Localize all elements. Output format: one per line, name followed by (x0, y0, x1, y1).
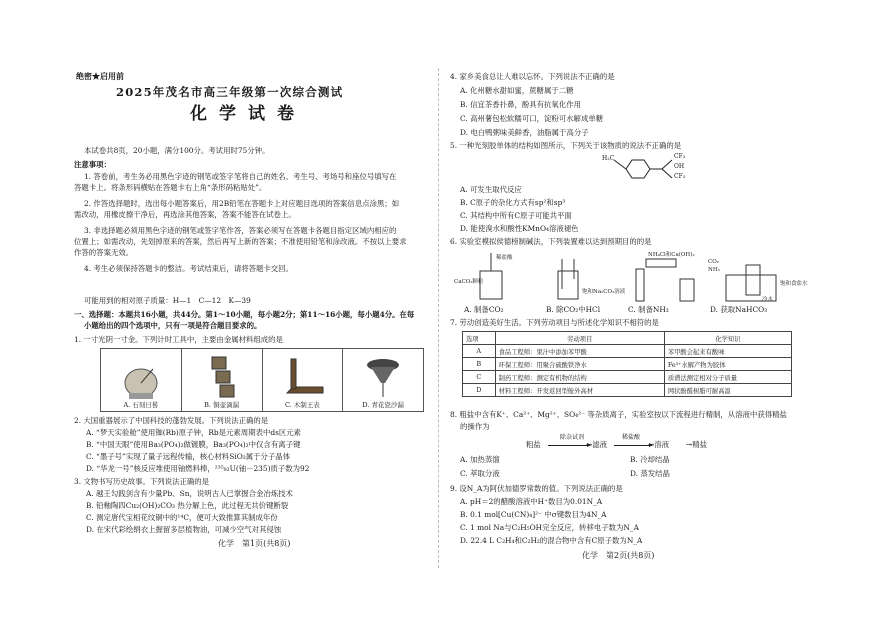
apparatus-label: 饱和Na₂CO₃溶液 (582, 289, 626, 295)
section-heading: 一、选择题：本题共16小题，共44分。第1～10小题，每小题2分；第11～16小题，每小题4分。在每 (74, 310, 415, 319)
q1-images (100, 348, 424, 412)
q2-option: C. “墨子号”实现了量子远程传输，核心材料SiO₂属于分子晶体 (86, 452, 291, 461)
q5-option: C. 其结构中所有C原子可能共平面 (460, 211, 572, 220)
table-cell: Fe³⁺水解产物为胶体 (664, 358, 791, 371)
apparatus-label: 稀盐酸 (496, 255, 513, 261)
q1-option-d: D. 青花瓷沙漏 (362, 401, 404, 409)
q4-stem: 4. 家乡美食总让人难以忘怀。下列说法不正确的是 (450, 72, 615, 81)
apparatus-label: NH₃ (708, 267, 720, 273)
q7-table (462, 331, 792, 397)
q2-option: B. “中国天眼”使用Ba₃(PO₄)₂做镀膜，Ba₃(PO₄)₂中仅含有离子键 (86, 440, 301, 449)
sundial-image (101, 349, 182, 411)
q8-stem: 8. 粗盐中含有K⁺、Ca²⁺、Mg²⁺、SO₄²⁻ 等杂质离子，实验室按以下流程进行精制，从溶液中获得精盐 (450, 410, 787, 419)
exam-title: 2025年茂名市高三年级第一次综合测试 (116, 85, 344, 99)
q3-option: C. 测定唐代宝相花纹铜中的¹⁴C，便可大致推算其制成年份 (86, 513, 278, 522)
flow-reagent: 稀盐酸 (622, 434, 641, 441)
atomic-masses: 可能用到的相对原子质量：H—1 C—12 K—39 (84, 296, 251, 305)
apparatus-label: NH₄Cl和Ca(OH)₂ (648, 252, 695, 258)
q1-option-a: A. 石刻日晷 (123, 401, 159, 409)
table-header-cell: 选项 (463, 332, 496, 345)
porcelain-hourglass-image (343, 349, 423, 411)
q8-option-b: B. 冷却结晶 (630, 455, 670, 464)
q6-option-a: A. 制备CO₂ (464, 305, 504, 314)
table-row (463, 358, 792, 371)
q9-option: B. 0.1 mol[Cu(CN)₄]²⁻ 中σ键数目为4N_A (460, 510, 607, 519)
q4-option: D. 电白鸭粥味美鲜香，油脂属于高分子 (460, 128, 589, 137)
q4-option: C. 高州薯包松软糯可口，淀粉可水解成单糖 (460, 114, 604, 123)
intro-text: 本试卷共8页，20小题，满分100分。考试用时75分钟。 (84, 146, 270, 155)
table-cell: 材料工程师：开发返回型舱外高材 (495, 384, 664, 397)
note-line: 需改动，用橡皮擦干净后，再选涂其他答案，答案不能答在试卷上。 (74, 210, 296, 219)
q5-option: B. C原子的杂化方式有sp²和sp³ (460, 198, 566, 207)
q9-option: D. 22.4 L C₂H₄和C₂H₂的混合物中含有C原子数为N_A (460, 536, 643, 545)
q6-option-c: C. 制备NH₃ (628, 305, 669, 314)
apparatus-label: 冷水 (762, 297, 774, 303)
note-line: 答题卡上。将条形码横贴在答题卡右上角“条形码粘贴处”。 (74, 183, 267, 192)
notes-heading: 注意事项： (74, 160, 111, 169)
q6-stem: 6. 实验室模拟侯德榜制碱法，下列装置难以达到预期目的的是 (450, 237, 652, 246)
flow-step: 粗盐 (526, 440, 541, 449)
table-cell: 制药工程师：测定有机物的结构 (495, 371, 664, 384)
q4-option: B. 信宜茶香扑鼻，酚具有抗氧化作用 (460, 100, 581, 109)
note-line: 3. 非选择题必须用黑色字迹的钢笔或签字笔作答，答案必须写在答题卡各题目指定区域内相应的 (84, 226, 397, 235)
wooden-gnomon-image (263, 349, 344, 411)
q3-option: B. 铅釉陶四Cu₂(OH)₂CO₃ 热分解上色，此过程无共价键断裂 (86, 501, 289, 510)
table-cell: 网状酚醛树脂可耐高温 (664, 384, 791, 397)
table-cell: 苯甲酸会起来有酸味 (664, 345, 791, 358)
note-line: 2. 作答选择题时，选出每小题答案后，用2B铅笔在答题卡上对应题目选项的答案信息点涂黑；如 (84, 199, 400, 208)
note-line: 4. 考生必须保持答题卡的整洁。考试结束后，请将答题卡交回。 (84, 264, 293, 273)
table-header-row (463, 332, 792, 345)
q9-option: A. pH＝2的醋酸溶液中H⁺数目为0.01N_A (460, 497, 603, 506)
table-cell: A (463, 345, 496, 358)
table-header-cell: 化学知识 (664, 332, 791, 345)
q4-option: A. 化州糖水甜如蜜，蔗糖属于二糖 (460, 86, 574, 95)
q6-option-b: B. 除CO₂中HCl (546, 305, 601, 314)
table-cell: D (463, 384, 496, 397)
q1-stem: 1. 一寸光阴一寸金。下列计时工具中，主要由金属材料组成的是 (74, 335, 283, 344)
q3-option: D. 在宋代彩绘绢衣上握留多层植物油，可减少空气对其侵蚀 (86, 525, 282, 534)
subject-title: 化学试卷 (190, 104, 306, 124)
q8-option-d: D. 蒸发结晶 (630, 469, 670, 478)
flow-arrow (614, 445, 652, 446)
q3-option: A. 越王勾践剑含有少量Pb、Sn，说明古人已掌握合金冶炼技术 (86, 489, 293, 498)
mol-label: CF₃ (674, 153, 686, 160)
flow-step: →滤液 (586, 440, 607, 449)
table-cell: 质谱法测定相对分子质量 (664, 371, 791, 384)
note-line: 作答的答案无效。 (74, 248, 134, 257)
table-header-cell: 劳动项目 (495, 332, 664, 345)
flow-step: →溶液 (648, 440, 669, 449)
table-cell: B (463, 358, 496, 371)
q5-option: A. 可发生取代反应 (460, 185, 522, 194)
q2-stem: 2. 大国重器展示了中国科技的蓬勃发展。下列说法正确的是 (74, 416, 269, 425)
q7-stem: 7. 劳动创造美好生活。下列劳动项目与所述化学知识不相符的是 (450, 318, 659, 327)
q6-option-d: D. 获取NaHCO₃ (710, 305, 768, 314)
flow-arrow (548, 445, 590, 446)
note-line: 1. 答卷前，考生务必用黑色字迹的钢笔或签字笔将自己的姓名、考生号、考场号和座位号填写在 (84, 172, 397, 181)
apparatus-label: 饱和食盐水 (780, 281, 808, 287)
apparatus-label: CO₂ (708, 259, 719, 265)
q8-stem-cont: 的操作为 (460, 422, 490, 431)
page-footer-right: 化学 第2页(共8页) (582, 551, 655, 560)
q1-option-b: B. 铜壶滴漏 (204, 401, 240, 409)
page-footer-left: 化学 第1页(共8页) (218, 539, 291, 548)
note-line: 位置上；如需改动，先划掉原来的答案，然后再写上新的答案；不准使用铅笔和涂改液。不按以上要求 (74, 237, 407, 246)
q5-option: D. 能使溴水和酸性KMnO₄溶液褪色 (460, 224, 579, 233)
q9-option: C. 1 mol Na与C₂H₅OH完全反应，转移电子数为N_A (460, 523, 639, 532)
mol-label: H₂C (602, 155, 615, 162)
q2-option: A. “梦天实验舱”使用铷(Rb)原子钟，Rb是元素周期表中ds区元素 (86, 428, 302, 437)
table-cell: 食品工程师：果汁中添加苯甲酸 (495, 345, 664, 358)
flow-step: →精盐 (686, 440, 707, 449)
table-cell: 环保工程师：用聚合硫酸铁净水 (495, 358, 664, 371)
q2-option: D. “华龙一号”核反应堆使用铀燃料棒，²³⁵₉₂U(铀－235)质子数为92 (86, 464, 310, 473)
q5-stem: 5. 一种光刻胶单体的结构如图所示，下列关于该物质的说法不正确的是 (450, 141, 682, 150)
table-row (463, 371, 792, 384)
flow-reagent: 除杂试剂 (560, 434, 585, 441)
secret-label: 绝密★启用前 (76, 71, 124, 81)
mol-label: CF₃ (674, 173, 686, 180)
table-row (463, 345, 792, 358)
clepsydra-image (182, 349, 263, 411)
table-row (463, 384, 792, 397)
table-cell: C (463, 371, 496, 384)
apparatus-label: CaCO₃颗粒 (454, 279, 484, 285)
q1-option-c: C. 木制王表 (284, 401, 320, 409)
q8-option-c: C. 萃取分液 (460, 469, 500, 478)
q8-option-a: A. 加热蒸馏 (460, 455, 500, 464)
q9-stem: 9. 设N_A为阿伏加德罗常数的值。下列说法正确的是 (450, 484, 623, 493)
page-divider (438, 68, 439, 568)
section-heading: 小题给出的四个选项中，只有一项是符合题目要求的。 (84, 321, 262, 330)
mol-label: OH (674, 163, 685, 170)
q3-stem: 3. 文物书写历史故事。下列说法正确的是 (74, 477, 210, 486)
